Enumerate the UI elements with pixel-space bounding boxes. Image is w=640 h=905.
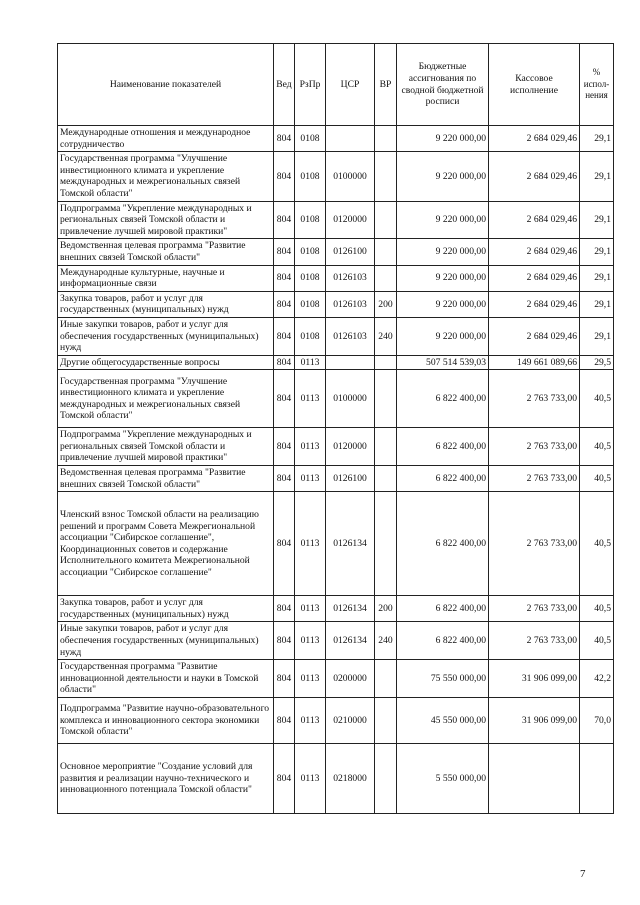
table-row [58,355,614,370]
cell-vr [375,428,397,466]
cell-cash: 2 763 733,00 [489,622,580,660]
cell-vr: 200 [375,596,397,622]
cell-ved: 804 [274,355,295,370]
table-row [58,466,614,492]
header-assignments: Бюджетные ассигнования по сводной бюджетной росписи [397,44,489,126]
cell-assign: 6 822 400,00 [397,622,489,660]
cell-ved: 804 [274,152,295,201]
cell-ved: 804 [274,596,295,622]
cell-cash: 2 684 029,46 [489,317,580,355]
budget-execution-table [57,43,614,814]
cell-rzpr: 0113 [295,466,326,492]
header-name: Наименование показателей [58,44,274,126]
cell-vr [375,355,397,370]
cell-csr: 0100000 [326,152,375,201]
cell-vr: 200 [375,291,397,317]
cell-vr [375,126,397,152]
cell-name: Подпрограмма "Укрепление международных и региональных связей Томской области и привлечение лучшей мировой практики" [58,201,274,239]
cell-name: Подпрограмма "Развитие научно-образовательного комплекса и инновационного сектора экономики Томской области" [58,698,274,744]
cell-name: Иные закупки товаров, работ и услуг для обеспечения государственных (муниципальных) нужд [58,317,274,355]
cell-csr: 0126103 [326,291,375,317]
cell-name: Закупка товаров, работ и услуг для государственных (муниципальных) нужд [58,291,274,317]
cell-name: Членский взнос Томской области на реализацию решений и программ Совета Межрегиональной ассоциации "Сибирское соглашение", Координационных советов и содержание Исполнительного комитета Межрегиональной ассоциации "Сибирское соглашение" [58,492,274,596]
cell-vr [375,265,397,291]
cell-pct: 40,5 [580,622,614,660]
cell-cash: 2 763 733,00 [489,370,580,428]
cell-assign: 6 822 400,00 [397,596,489,622]
cell-vr [375,660,397,698]
table-row [58,126,614,152]
cell-csr: 0126134 [326,492,375,596]
table-row [58,596,614,622]
cell-rzpr: 0108 [295,317,326,355]
cell-rzpr: 0108 [295,291,326,317]
cell-ved: 804 [274,291,295,317]
cell-pct: 40,5 [580,428,614,466]
cell-csr: 0126134 [326,622,375,660]
cell-cash: 31 906 099,00 [489,660,580,698]
cell-name: Закупка товаров, работ и услуг для государственных (муниципальных) нужд [58,596,274,622]
cell-rzpr: 0108 [295,201,326,239]
cell-cash: 149 661 089,66 [489,355,580,370]
cell-ved: 804 [274,239,295,265]
cell-assign: 6 822 400,00 [397,428,489,466]
cell-ved: 804 [274,428,295,466]
cell-pct: 29,1 [580,152,614,201]
cell-cash [489,744,580,814]
cell-ved: 804 [274,660,295,698]
cell-name: Государственная программа "Улучшение инвестиционного климата и укрепление международных и межрегиональных связей Томской области" [58,152,274,201]
table-row [58,744,614,814]
cell-csr [326,126,375,152]
cell-rzpr: 0113 [295,698,326,744]
cell-assign: 9 220 000,00 [397,265,489,291]
cell-rzpr: 0113 [295,355,326,370]
header-ved: Вед [274,44,295,126]
cell-csr: 0120000 [326,201,375,239]
cell-assign: 6 822 400,00 [397,466,489,492]
cell-ved: 804 [274,317,295,355]
cell-cash: 31 906 099,00 [489,698,580,744]
cell-cash: 2 684 029,46 [489,265,580,291]
cell-csr: 0210000 [326,698,375,744]
page-number: 7 [580,868,586,880]
table-row [58,317,614,355]
cell-assign: 9 220 000,00 [397,239,489,265]
cell-rzpr: 0113 [295,370,326,428]
cell-rzpr: 0113 [295,428,326,466]
cell-pct: 29,1 [580,126,614,152]
cell-assign: 9 220 000,00 [397,201,489,239]
cell-assign: 75 550 000,00 [397,660,489,698]
cell-pct: 29,1 [580,317,614,355]
table-row [58,622,614,660]
cell-pct: 29,5 [580,355,614,370]
cell-vr [375,239,397,265]
cell-rzpr: 0108 [295,265,326,291]
cell-csr [326,355,375,370]
cell-pct [580,744,614,814]
cell-vr [375,698,397,744]
cell-assign: 9 220 000,00 [397,126,489,152]
cell-rzpr: 0113 [295,744,326,814]
cell-ved: 804 [274,698,295,744]
cell-name: Международные культурные, научные и информационные связи [58,265,274,291]
cell-cash: 2 684 029,46 [489,126,580,152]
cell-pct: 29,1 [580,201,614,239]
cell-name: Ведомственная целевая программа "Развитие внешних связей Томской области" [58,466,274,492]
cell-csr: 0120000 [326,428,375,466]
cell-cash: 2 763 733,00 [489,596,580,622]
cell-assign: 6 822 400,00 [397,370,489,428]
cell-ved: 804 [274,370,295,428]
cell-ved: 804 [274,126,295,152]
cell-ved: 804 [274,744,295,814]
cell-pct: 40,5 [580,466,614,492]
cell-ved: 804 [274,466,295,492]
cell-pct: 40,5 [580,492,614,596]
cell-vr [375,152,397,201]
cell-pct: 29,1 [580,291,614,317]
cell-rzpr: 0113 [295,596,326,622]
cell-name: Иные закупки товаров, работ и услуг для обеспечения государственных (муниципальных) нужд [58,622,274,660]
header-cash-execution: Кассовое исполнение [489,44,580,126]
cell-name: Государственная программа "Улучшение инвестиционного климата и укрепление международных и межрегиональных связей Томской области" [58,370,274,428]
cell-assign: 9 220 000,00 [397,291,489,317]
table-row [58,698,614,744]
cell-vr [375,466,397,492]
cell-csr: 0126134 [326,596,375,622]
cell-name: Государственная программа "Развитие инновационной деятельности и науки в Томской области" [58,660,274,698]
table-row [58,265,614,291]
table-row [58,291,614,317]
cell-name: Международные отношения и международное сотрудничество [58,126,274,152]
cell-cash: 2 684 029,46 [489,201,580,239]
table-row [58,428,614,466]
cell-rzpr: 0113 [295,660,326,698]
table-row [58,152,614,201]
cell-assign: 6 822 400,00 [397,492,489,596]
cell-name: Другие общегосударственные вопросы [58,355,274,370]
cell-assign: 45 550 000,00 [397,698,489,744]
cell-vr [375,201,397,239]
cell-csr: 0100000 [326,370,375,428]
cell-pct: 40,5 [580,370,614,428]
cell-rzpr: 0108 [295,239,326,265]
table-row [58,239,614,265]
cell-cash: 2 684 029,46 [489,291,580,317]
cell-assign: 507 514 539,03 [397,355,489,370]
cell-rzpr: 0108 [295,152,326,201]
table-header-row [58,44,614,126]
cell-pct: 42,2 [580,660,614,698]
cell-csr: 0126103 [326,317,375,355]
header-execution-percent: % испол-нения [580,44,614,126]
cell-name: Ведомственная целевая программа "Развитие внешних связей Томской области" [58,239,274,265]
cell-assign: 9 220 000,00 [397,317,489,355]
header-rzpr: РзПр [295,44,326,126]
cell-ved: 804 [274,265,295,291]
table-row [58,660,614,698]
cell-pct: 70,0 [580,698,614,744]
cell-assign: 5 550 000,00 [397,744,489,814]
table-row [58,201,614,239]
cell-pct: 29,1 [580,265,614,291]
cell-ved: 804 [274,492,295,596]
cell-cash: 2 684 029,46 [489,239,580,265]
cell-assign: 9 220 000,00 [397,152,489,201]
cell-vr [375,492,397,596]
cell-csr: 0126100 [326,239,375,265]
cell-cash: 2 684 029,46 [489,152,580,201]
cell-vr [375,744,397,814]
cell-ved: 804 [274,201,295,239]
cell-cash: 2 763 733,00 [489,466,580,492]
cell-cash: 2 763 733,00 [489,428,580,466]
cell-vr [375,370,397,428]
cell-vr: 240 [375,622,397,660]
cell-csr: 0200000 [326,660,375,698]
cell-rzpr: 0108 [295,126,326,152]
cell-rzpr: 0113 [295,622,326,660]
cell-pct: 29,1 [580,239,614,265]
cell-csr: 0218000 [326,744,375,814]
table-row [58,370,614,428]
cell-csr: 0126100 [326,466,375,492]
cell-cash: 2 763 733,00 [489,492,580,596]
cell-name: Основное мероприятие "Создание условий для развития и реализации научно-технического и инновационного потенциала Томской области" [58,744,274,814]
cell-rzpr: 0113 [295,492,326,596]
cell-pct: 40,5 [580,596,614,622]
header-vr: ВР [375,44,397,126]
cell-vr: 240 [375,317,397,355]
header-csr: ЦСР [326,44,375,126]
table-row [58,492,614,596]
cell-ved: 804 [274,622,295,660]
cell-name: Подпрограмма "Укрепление международных и региональных связей Томской области и привлечение лучшей мировой практики" [58,428,274,466]
cell-csr: 0126103 [326,265,375,291]
